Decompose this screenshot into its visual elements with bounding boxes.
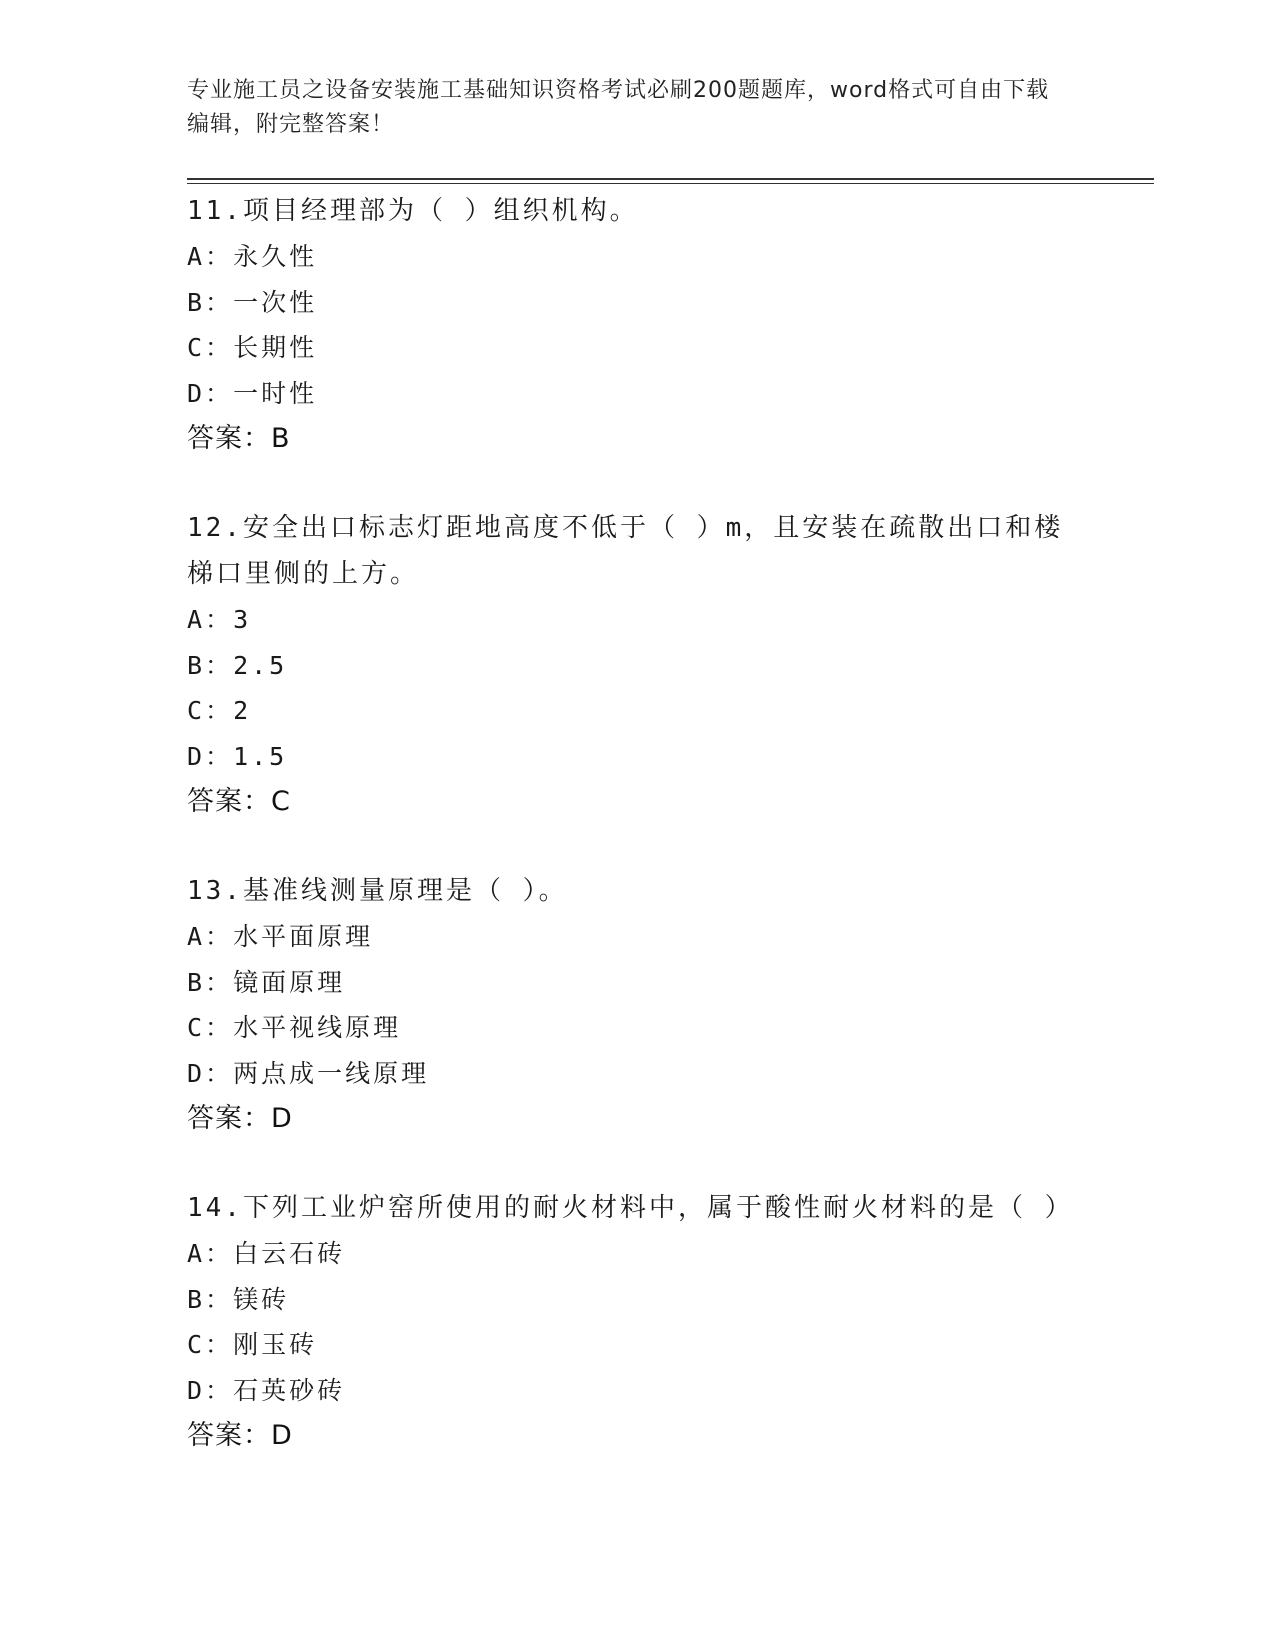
question-text: 12.安全出口标志灯距地高度不低于（ ）m，且安装在疏散出口和楼梯口里侧的上方。 <box>187 513 1064 589</box>
option-text: 刚玉砖 <box>233 1330 318 1359</box>
question-list <box>187 188 1087 1502</box>
option-text: 两点成一线原理 <box>233 1058 430 1088</box>
option-label: B： <box>187 967 234 997</box>
answer-line: 答案：C <box>187 786 291 817</box>
option-b <box>187 643 1087 689</box>
question-text: 13.基准线测量原理是（ ）。 <box>187 876 568 906</box>
option-label: C： <box>187 333 234 362</box>
option-c <box>187 1322 1087 1368</box>
option-b <box>187 960 1087 1006</box>
option-c <box>187 688 1087 734</box>
option-text: 水平视线原理 <box>233 1013 402 1042</box>
option-text: 1.5 <box>233 741 288 771</box>
option-d <box>187 734 1087 780</box>
option-label: C： <box>187 1013 234 1042</box>
option-text: 一时性 <box>233 378 318 408</box>
option-text: 长期性 <box>233 333 318 362</box>
option-label: B： <box>187 1284 234 1314</box>
option-a <box>187 1231 1087 1277</box>
option-label: A： <box>187 605 234 634</box>
option-d <box>187 371 1087 417</box>
option-label: B： <box>187 287 234 317</box>
option-label: B： <box>187 650 234 680</box>
question-12 <box>187 505 1087 825</box>
option-label: A： <box>187 922 234 951</box>
option-text: 白云石砖 <box>233 1239 346 1268</box>
question-13 <box>187 868 1087 1142</box>
option-text: 镁砖 <box>233 1284 290 1314</box>
option-text: 镜面原理 <box>233 967 346 997</box>
option-text: 一次性 <box>233 287 318 317</box>
question-text: 14.下列工业炉窑所使用的耐火材料中，属于酸性耐火材料的是（ ） <box>187 1193 1074 1223</box>
header-divider-thick <box>187 178 1154 180</box>
option-label: D： <box>187 1375 234 1405</box>
question-text: 11.项目经理部为（ ）组织机构。 <box>187 196 639 226</box>
option-label: A： <box>187 242 234 271</box>
option-text: 2.5 <box>233 650 288 680</box>
header-divider-thin <box>187 183 1154 184</box>
option-a <box>187 597 1087 643</box>
option-c <box>187 1005 1087 1051</box>
option-text: 3 <box>233 605 252 634</box>
answer-line: 答案：D <box>187 1420 293 1451</box>
option-text: 永久性 <box>233 242 318 271</box>
option-label: D： <box>187 378 234 408</box>
option-b <box>187 280 1087 326</box>
document-title: 专业施工员之设备安装施工基础知识资格考试必刷200题题库，word格式可自由下载编辑，附完整答案！ <box>187 78 1050 137</box>
option-label: C： <box>187 1330 234 1359</box>
question-14 <box>187 1185 1087 1459</box>
answer-line: 答案：D <box>187 1103 293 1134</box>
option-label: A： <box>187 1239 234 1268</box>
question-11 <box>187 188 1087 462</box>
option-text: 水平面原理 <box>233 922 374 951</box>
option-d <box>187 1051 1087 1097</box>
option-label: C： <box>187 696 234 725</box>
option-text: 石英砂砖 <box>233 1375 346 1405</box>
option-d <box>187 1368 1087 1414</box>
option-label: D： <box>187 1058 234 1088</box>
answer-line: 答案：B <box>187 423 291 454</box>
option-a <box>187 234 1087 280</box>
option-a <box>187 914 1087 960</box>
option-c <box>187 325 1087 371</box>
option-label: D： <box>187 741 234 771</box>
option-text: 2 <box>233 696 252 725</box>
option-b <box>187 1277 1087 1323</box>
